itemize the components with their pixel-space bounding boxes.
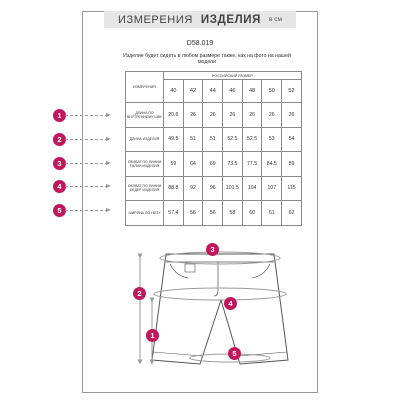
diagram-marker-4: 4 [224,297,237,310]
row-label: ДЛИНА ПО ВНУТРЕННЕМУ ШВУ [126,103,164,128]
row-label: ШИРИНА ПО НИЗУ [126,201,164,226]
table-cell: 49.5 [164,127,184,152]
table-cell: 26 [183,103,203,128]
hip-measure-line [154,288,286,300]
table-cell: 56 [203,201,223,226]
table-row-header: ИЗМЕРЕНИЯ [126,72,164,103]
table-cell: 101.5 [223,176,243,201]
table-cell: 57.4 [164,201,184,226]
row-number-badge: 5 [53,204,66,217]
table-cell: 84.5 [262,152,282,177]
table-cell: 51 [183,127,203,152]
table-cell: 107 [262,176,282,201]
table-cell: 61 [262,201,282,226]
fit-note: Изделие будет сидеть в любом размере также, как на фото на нашей модели [123,53,291,66]
header-word-product: ИЗДЕЛИЯ [200,13,262,26]
table-cell: 52.5 [242,127,262,152]
table-cell: 73.5 [223,152,243,177]
size-header: 50 [262,80,282,103]
table-cell: 53 [262,127,282,152]
diagram-marker-1: 1 [146,329,159,342]
size-header: 46 [223,80,243,103]
table-cell: 96 [203,176,223,201]
header-word-measurements: ИЗМЕРЕНИЯ [117,13,193,26]
product-code: D58.019 [186,40,214,47]
table-cell: 77.5 [242,152,262,177]
table-cell: 115 [282,176,302,201]
table-cell: 64 [183,152,203,177]
coin-pocket [185,264,195,272]
size-header: 42 [183,80,203,103]
table-cell: 26 [203,103,223,128]
table-cell: 26 [262,103,282,128]
table-cell: 89 [282,152,302,177]
size-header: 52 [282,80,302,103]
table-cell: 26 [242,103,262,128]
table-cell: 51 [203,127,223,152]
row-number-badge: 3 [53,157,66,170]
front-pocket-right [252,264,270,278]
diagram-marker-3: 3 [206,243,219,256]
row-number-badge: 1 [53,109,66,122]
header-unit: в см [269,16,283,23]
table-cell: 59 [164,152,184,177]
row-number-badge: 4 [53,180,66,193]
size-header: 44 [203,80,223,103]
table-cell: 54 [282,127,302,152]
row-label: ОБХВАТ ПО ЛИНИИ ТАЛИИ ИЗДЕЛИЯ [126,152,164,177]
size-header: 48 [242,80,262,103]
hem-line-left [153,352,202,356]
table-cell: 20.6 [164,103,184,128]
table-cell: 62 [282,201,302,226]
table-cell: 26 [282,103,302,128]
row-number-badge: 2 [53,133,66,146]
front-pocket-left [170,264,188,278]
table-cell: 26 [223,103,243,128]
row-label: ДЛИНА ИЗДЕЛИЯ [126,127,164,152]
size-header: 40 [164,80,184,103]
table-cell: 52.5 [223,127,243,152]
ru-size-label: РОССИЙСКИЙ РАЗМЕР [164,72,302,80]
shorts-outline [152,254,288,364]
table-cell: 56 [183,201,203,226]
diagram-marker-5: 5 [228,347,241,360]
table-cell: 104 [242,176,262,201]
row-label: ОБХВАТ ПО ЛИНИИ БЕДЕР ИЗДЕЛИЯ [126,176,164,201]
table-cell: 58 [223,201,243,226]
table-cell: 69 [203,152,223,177]
fly-stitch [214,262,218,296]
table-cell: 92 [183,176,203,201]
table-cell: 60 [242,201,262,226]
table-cell: 88.8 [164,176,184,201]
diagram-marker-2: 2 [133,287,146,300]
